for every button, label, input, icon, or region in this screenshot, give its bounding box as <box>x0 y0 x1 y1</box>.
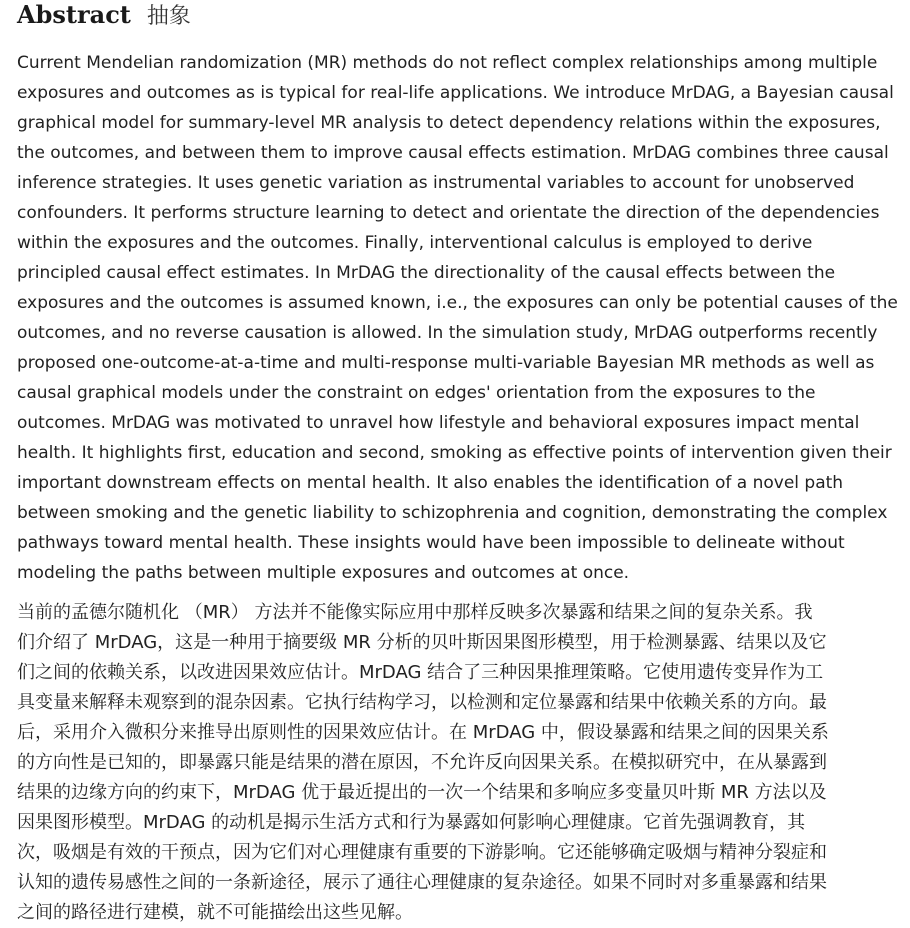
abstract-zh-line: 因果图形模型。MrDAG 的动机是揭示生活方式和行为暴露如何影响心理健康。它首先强调教育，其 <box>17 812 806 833</box>
abstract-en-line: important downstream effects on mental health. It also enables the identification of a novel path <box>17 473 844 493</box>
abstract-zh-line: 结果的边缘方向的约束下，MrDAG 优于最近提出的一次一个结果和多响应多变量贝叶斯 MR 方法以及 <box>17 782 827 803</box>
abstract-en-line: principled causal effect estimates. In MrDAG the directionality of the causal effects between the <box>17 263 836 283</box>
abstract-en-line: Current Mendelian randomization (MR) methods do not reflect complex relationships among multiple <box>17 53 878 73</box>
abstract-english-paragraph <box>17 48 910 588</box>
abstract-en-line: modeling the paths between multiple exposures and outcomes at once. <box>17 563 630 583</box>
abstract-en-line: graphical model for summary-level MR analysis to detect dependency relations within the exposures, <box>17 113 881 133</box>
abstract-en-line: pathways toward mental health. These insights would have been impossible to delineate without <box>17 533 845 553</box>
abstract-zh-line: 之间的路径进行建模，就不可能描绘出这些见解。 <box>17 902 413 923</box>
abstract-en-line: confounders. It performs structure learning to detect and orientate the direction of the dependencies <box>17 203 880 223</box>
abstract-en-line: exposures and outcomes as is typical for real-life applications. We introduce MrDAG, a Bayesian causal <box>17 83 894 103</box>
abstract-zh-line: 们之间的依赖关系，以改进因果效应估计。MrDAG 结合了三种因果推理策略。它使用遗传变异作为工 <box>17 662 824 683</box>
abstract-zh-line: 们介绍了 MrDAG，这是一种用于摘要级 MR 分析的贝叶斯因果图形模型，用于检测暴露、结果以及它 <box>17 632 827 653</box>
abstract-chinese-paragraph <box>17 598 910 928</box>
abstract-en-line: health. It highlights first, education and second, smoking as effective points of intervention given their <box>17 443 892 463</box>
abstract-en-line: inference strategies. It uses genetic variation as instrumental variables to account for unobserved <box>17 173 855 193</box>
abstract-en-line: exposures and the outcomes is assumed known, i.e., the exposures can only be potential causes of the <box>17 293 898 313</box>
abstract-title-zh: 抽象 <box>146 4 191 29</box>
abstract-en-line: between smoking and the genetic liability to schizophrenia and cognition, demonstrating the complex <box>17 503 888 523</box>
abstract-heading <box>17 0 191 30</box>
abstract-zh-line: 后，采用介入微积分来推导出原则性的因果效应估计。在 MrDAG 中，假设暴露和结果之间的因果关系 <box>17 722 829 743</box>
abstract-en-line: within the exposures and the outcomes. Finally, interventional calculus is employed to derive <box>17 233 813 253</box>
abstract-en-line: the outcomes, and between them to improve causal effects estimation. MrDAG combines three causal <box>17 143 889 163</box>
abstract-zh-line: 当前的孟德尔随机化 （MR） 方法并不能像实际应用中那样反映多次暴露和结果之间的复杂关系。我 <box>17 602 813 623</box>
abstract-zh-line: 认知的遗传易感性之间的一条新途径，展示了通往心理健康的复杂途径。如果不同时对多重暴露和结果 <box>17 872 827 893</box>
abstract-en-line: causal graphical models under the constraint on edges' orientation from the exposures to the <box>17 383 816 403</box>
abstract-en-line: outcomes. MrDAG was motivated to unravel how lifestyle and behavioral exposures impact mental <box>17 413 860 433</box>
abstract-zh-line: 的方向性是已知的，即暴露只能是结果的潜在原因，不允许反向因果关系。在模拟研究中，在从暴露到 <box>17 752 827 773</box>
abstract-en-line: outcomes, and no reverse causation is allowed. In the simulation study, MrDAG outperforms recently <box>17 323 878 343</box>
abstract-zh-line: 次，吸烟是有效的干预点，因为它们对心理健康有重要的下游影响。它还能够确定吸烟与精神分裂症和 <box>17 842 827 863</box>
abstract-en-line: proposed one-outcome-at-a-time and multi-response multi-variable Bayesian MR methods as well as <box>17 353 875 373</box>
abstract-zh-line: 具变量来解释未观察到的混杂因素。它执行结构学习，以检测和定位暴露和结果中依赖关系的方向。最 <box>17 692 827 713</box>
abstract-title-en: Abstract <box>17 0 131 29</box>
